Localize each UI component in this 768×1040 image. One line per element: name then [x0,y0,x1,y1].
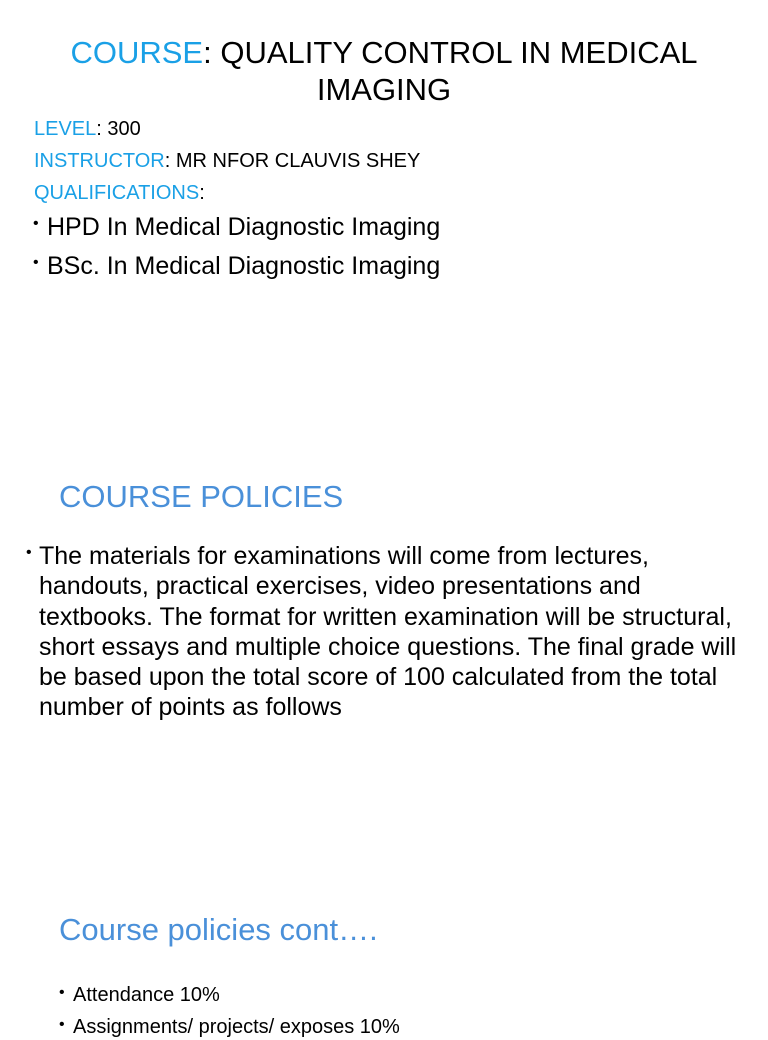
course-title [0,34,768,108]
policy-item-text: Attendance 10% [73,984,220,1006]
level-label: LEVEL [34,118,97,140]
qualification-text: BSc. In Medical Diagnostic Imaging [47,252,441,280]
qualifications-label: QUALIFICATIONS [34,182,200,204]
course-label: COURSE [70,35,204,70]
list-item [33,250,440,282]
qualification-text: HPD In Medical Diagnostic Imaging [47,213,441,241]
level-line: LEVEL: 300 [34,118,141,140]
policy-paragraph [26,541,746,723]
list-item [59,982,220,1008]
policy-text: The materials for examinations will come from lectures, handouts, practical exercises, video presentations and textbooks. The format for written examination will be structural, short essays and multiple choice questions. The final grade will be based upon the total score of 100 calculated from the total number of points as follows [39,542,737,722]
list-item [33,211,440,243]
policy-item-text: Assignments/ projects/ exposes 10% [73,1016,400,1038]
course-title-line1: QUALITY CONTROL IN MEDICAL [220,35,698,70]
bullet-icon: • [59,984,65,1001]
instructor-line: INSTRUCTOR: MR NFOR CLAUVIS SHEY [34,150,421,172]
bullet-icon: • [33,254,39,271]
course-policies-title: COURSE POLICIES [59,479,344,514]
list-item [59,1014,400,1040]
course-title-line2: IMAGING [316,72,452,107]
qualifications-line: QUALIFICATIONS: [34,182,205,204]
course-policies-cont-title: Course policies cont…. [59,912,378,947]
instructor-label: INSTRUCTOR [34,150,165,172]
course-separator: : [203,35,212,70]
bullet-icon: • [26,544,32,561]
instructor-value: MR NFOR CLAUVIS SHEY [175,150,421,172]
level-value: 300 [107,118,141,140]
bullet-icon: • [59,1016,65,1033]
bullet-icon: • [33,215,39,232]
